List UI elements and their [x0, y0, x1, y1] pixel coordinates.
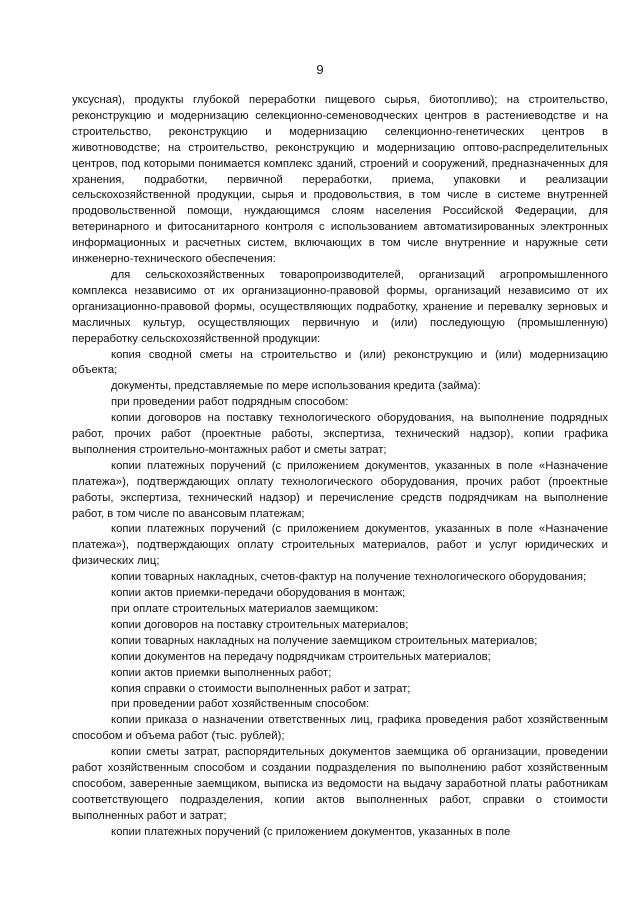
paragraph: копия справки о стоимости выполненных работ и затрат; — [111, 682, 411, 695]
paragraph: копии платежных поручений (с приложением документов, указанных в поле «Назначение платежа»), подтверждающих оплату строительных материалов, работ и услуг юридических и физических лиц; — [72, 523, 608, 568]
paragraph: копии платежных поручений (с приложением документов, указанных в поле «Назначение платежа»), подтверждающих оплату технологического оборудования, прочих работ (проектные работы, экспертиза, технический надзор) и перечисление средств подрядчикам на выполнение работ, в том числе по авансовым платежам; — [72, 459, 608, 520]
paragraph: копии документов на передачу подрядчикам строительных материалов; — [111, 650, 491, 663]
paragraph: копия сводной сметы на строительство и (или) реконструкцию и (или) модернизацию объекта; — [72, 348, 608, 377]
paragraph: при проведении работ хозяйственным способом: — [111, 698, 370, 711]
document-body — [72, 93, 608, 841]
paragraph: копии платежных поручений (с приложением документов, указанных в поле — [111, 825, 511, 838]
paragraph: копии актов приемки выполненных работ; — [111, 666, 332, 679]
paragraph: уксусная), продукты глубокой переработки пищевого сырья, биотопливо); на строительство, реконструкцию и модернизацию селекционно-семеноводческих центров в растениеводстве и на строительство, реконструкцию и модернизацию селекционно-генетических центров в животноводстве; на строительство, реконструкцию и модернизацию оптово-распределительных центров, под которыми понимается комплекс зданий, строений и сооружений, предназначенных для хранения, подработки, первичной переработки, приема, упаковки и реализации сельскохозяйственной продукции, сырья и продовольствия, в том числе в системе внутренней продовольственной помощи, нуждающимся слоям населения Российской Федерации, для ветеринарного и фитосанитарного контроля с использованием автоматизированных электронных информационных и расчетных систем, включающих в том числе внутренние и наружные сети инженерно-технического обеспечения: — [72, 94, 608, 266]
paragraph: копии товарных накладных, счетов-фактур на получение технологического оборудования; — [111, 571, 587, 584]
paragraph: копии актов приемки-передачи оборудования в монтаж; — [111, 587, 406, 600]
paragraph: копии товарных накладных на получение заемщиком строительных материалов; — [111, 634, 538, 647]
paragraph: документы, представляемые по мере использования кредита (займа): — [111, 380, 481, 393]
paragraph: при проведении работ подрядным способом: — [111, 396, 349, 409]
paragraph: копии договоров на поставку технологического оборудования, на выполнение подрядных работ, прочих работ (проектные работы, экспертиза, технический надзор), копии графика выполнения строительно-монтажных работ и сметы затрат; — [72, 412, 608, 456]
paragraph: при оплате строительных материалов заемщиком: — [111, 603, 379, 615]
paragraph: копии приказа о назначении ответственных лиц, графика проведения работ хозяйственным способом и объема работ (тыс. рублей); — [72, 714, 608, 743]
paragraph: копии сметы затрат, распорядительных документов заемщика об организации, проведении работ хозяйственным способом и создании подразделения по выполнению работ хозяйственным способом, заверенные заемщиком, выписка из ведомости на выдачу заработной платы работникам соответствующего подразделения, копии актов выполненных работ, справки о стоимости выполненных работ и затрат; — [72, 746, 608, 822]
paragraph: для сельскохозяйственных товаропроизводителей, организаций агропромышленного комплекса независимо от их организационно-правовой формы, организаций независимо от их организационно-правовой формы, осуществляющих подработку, хранение и перевалку зерновых и масличных культур, осуществляющих первичную и (или) последующую (промышленную) переработку сельскохозяйственной продукции: — [72, 268, 608, 345]
page-number: 9 — [316, 62, 324, 77]
paragraph: копии договоров на поставку строительных материалов; — [111, 618, 409, 631]
